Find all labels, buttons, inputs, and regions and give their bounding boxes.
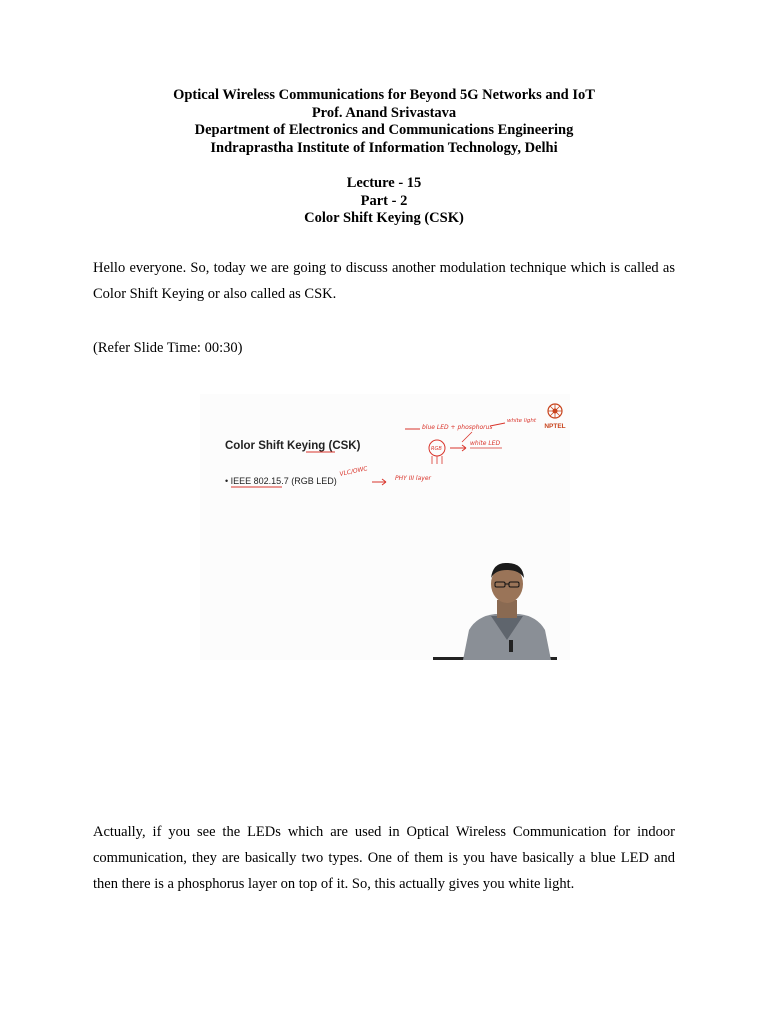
- professor-name: Prof. Anand Srivastava: [311, 104, 457, 121]
- slide-bullet: • IEEE 802.15.7 (RGB LED): [225, 476, 337, 486]
- svg-text:RGB: RGB: [431, 446, 442, 452]
- slide-title: Color Shift Keying (CSK): [225, 440, 361, 452]
- lecture-topic: Color Shift Keying (CSK): [304, 210, 464, 226]
- nptel-label: NPTEL: [544, 423, 566, 430]
- course-title: Optical Wireless Communications for Beyond 5G Networks and IoT: [173, 87, 595, 103]
- refer-slide-time: (Refer Slide Time: 00:30): [93, 340, 243, 356]
- department-name: Department of Electronics and Communications Engineering: [194, 122, 574, 138]
- lecture-part: Part - 2: [360, 192, 408, 209]
- document-header: [0, 87, 768, 157]
- lecture-info: [0, 175, 768, 228]
- note-white-led: white LED: [470, 440, 501, 447]
- lecture-number: Lecture - 15: [346, 175, 422, 191]
- note-phy-layer: PHY III layer: [395, 475, 431, 482]
- note-blue-led: blue LED + phosphorus: [422, 424, 493, 431]
- paragraph-intro: Hello everyone. So, today we are going to discuss another modulation technique which is called as Color Shift Keying or also called as CSK.: [93, 260, 675, 302]
- paragraph-led-types: Actually, if you see the LEDs which are used in Optical Wireless Communication for indoor communication, they are basically two types. One of them is you have basically a blue LED and then there is a phosphorus layer on top of it. So, this actually gives you white light.: [93, 824, 675, 892]
- note-white-light: white light: [507, 418, 536, 424]
- presenter-video: [433, 560, 557, 660]
- note-vlc-owc: VLC/OWC: [338, 465, 369, 478]
- institute-name: Indraprastha Institute of Information Technology, Delhi: [210, 139, 558, 156]
